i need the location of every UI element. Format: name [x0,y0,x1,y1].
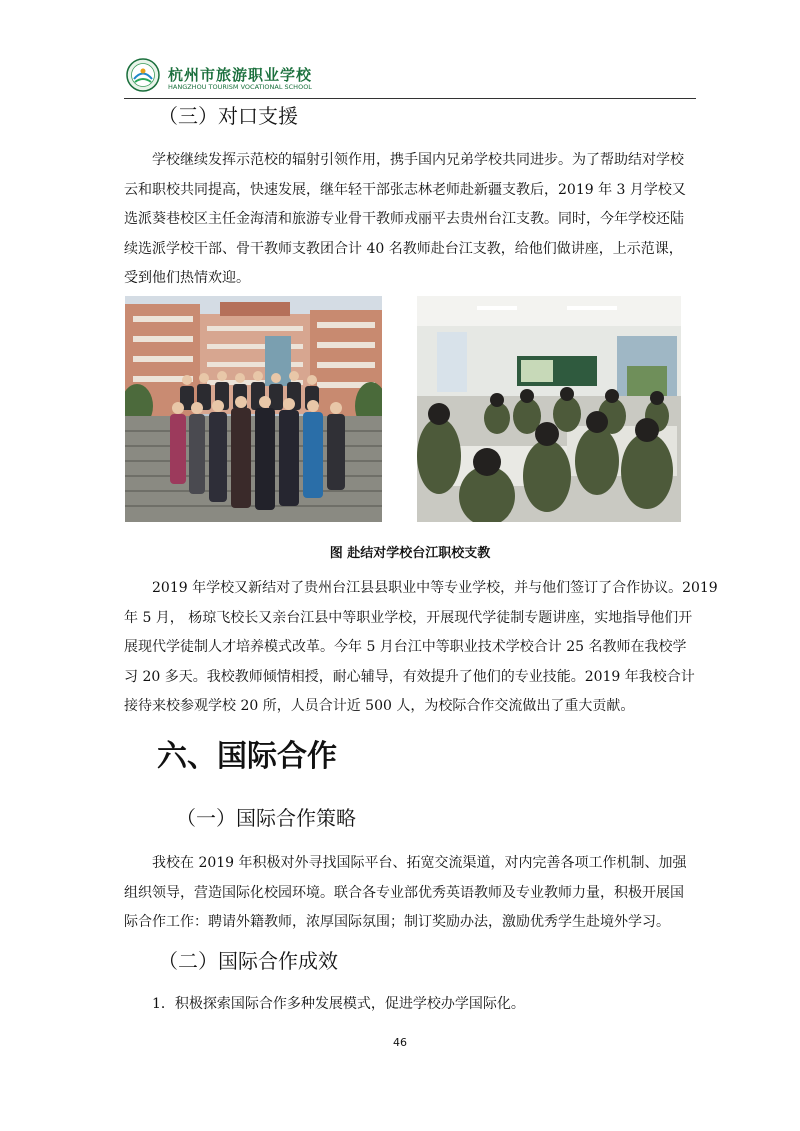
text-line: 年 5 月， 杨琼飞校长又亲台江县中等职业学校，开展现代学徒制专题讲座，实地指导他们开 [124,609,693,626]
section-heading-cooperation-results: （二）国际合作成效 [158,949,338,973]
text-line: 1．积极探索国际合作多种发展模式，促进学校办学国际化。 [152,996,525,1012]
text-line: 云和职校共同提高，快速发展，继年轻干部张志林老师赴新疆支教后，2019 年 3 月学校又 [124,181,686,198]
text-line: 习 20 多天。我校教师倾情相授，耐心辅导，有效提升了他们的专业技能。2019 年我校合计 [124,668,695,685]
text-line: 续选派学校干部、骨干教师支教团合计 40 名教师赴台江支教，给他们做讲座，上示范课， [124,240,683,257]
text-line: 际合作工作：聘请外籍教师，浓厚国际氛围；制订奖励办法，激励优秀学生赴境外学习。 [124,914,670,930]
section-heading-counterpart-support: （三）对口支援 [158,104,298,128]
text-line: 选派葵巷校区主任金海清和旅游专业骨干教师戎丽平去贵州台江支教。同时，今年学校还陆 [124,211,684,227]
school-name-cn: 杭州市旅游职业学校 [168,66,313,84]
school-name-en: HANGZHOU TOURISM VOCATIONAL SCHOOL [168,83,312,91]
text-line: 2019 年学校又新结对了贵州台江县县职业中等专业学校，并与他们签订了合作协议。2019 [152,580,718,596]
chapter-heading-international-cooperation: 六、国际合作 [157,739,337,774]
text-line: 学校继续发挥示范校的辐射引领作用，携手国内兄弟学校共同进步。为了帮助结对学校 [152,152,684,168]
list-item-1 [124,990,696,1020]
text-line: 接待来校参观学校 20 所，人员合计近 500 人，为校际合作交流做出了重大贡献。 [124,698,635,714]
text-line: 受到他们热情欢迎。 [124,270,250,286]
figure-caption: 图 赴结对学校台江职校支教 [329,546,491,561]
text-line: 我校在 2019 年积极对外寻找国际平台、拓宽交流渠道，对内完善各项工作机制、加强 [152,855,687,871]
paragraph-counterpart-support [124,146,696,294]
paragraph-new-partnership [124,574,718,722]
school-emblem-icon [126,58,160,92]
header-divider [124,98,696,99]
page-header [124,58,696,98]
group-photo-image [125,296,382,522]
section-heading-cooperation-strategy: （一）国际合作策略 [176,806,356,830]
text-line: 组织领导，营造国际化校园环境。联合各专业部优秀英语教师及专业教师力量，积极开展国 [124,884,684,901]
paragraph-cooperation-strategy [124,849,696,938]
page-number: 46 [393,1036,407,1049]
text-line: 展现代学徒制人才培养模式改革。今年 5 月台江中等职业技术学校合计 25 名教师在我校学 [124,639,687,655]
classroom-photo-image [417,296,681,522]
